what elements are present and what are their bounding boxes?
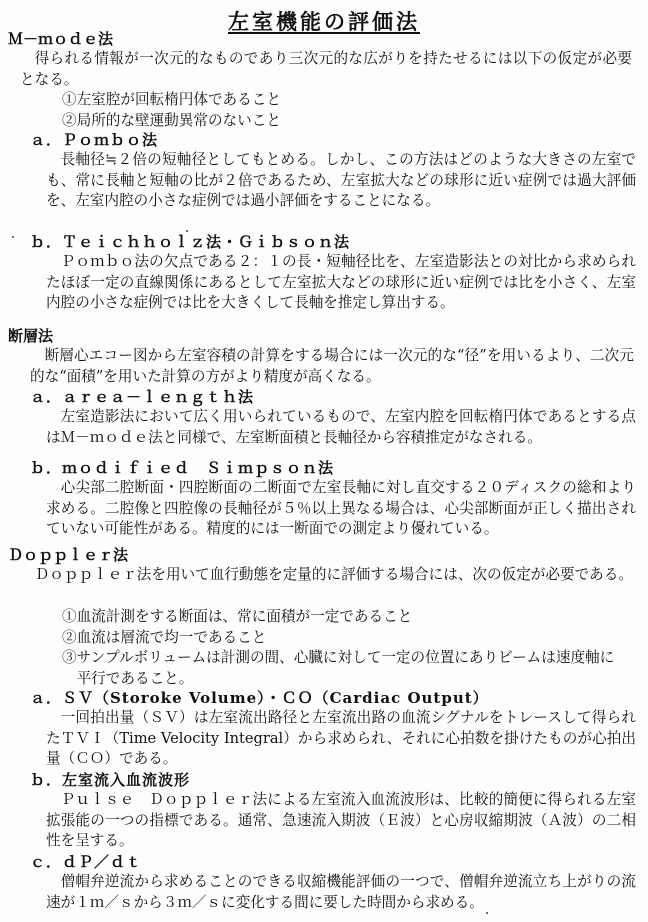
scan-speck <box>186 230 188 232</box>
text: Ｐｕｌｓｅ Ｄｏｐｐｌｅｒ法による左室流入血流波形は、比較的簡便に得られる左室拡張能の一つの指標である。通常、急速流入期波（Ｅ波）と心房収縮期波（Ａ波）の二相性を呈する。 <box>46 791 636 849</box>
text: 一回拍出量（ＳＶ）は左室流出路径と左室流出路の血流シグナルをトレースして得られたＴＶＩ（Time Velocity Integral）から求められ、それに心拍数を掛けたものが心拍出量（ＣＯ）である。 <box>46 709 636 767</box>
subsection-heading-pombo: ａ．Ｐｏｍｂｏ法 <box>30 131 159 149</box>
list-item: ①左室腔が回転楕円体であること <box>62 91 281 108</box>
text: Ｐｏｍｂｏ法の欠点である２：１の長・短軸径比を、左室造影法との対比から求められたほぼ一定の直線関係にあるとして左室拡大などの球形に近い症例では比を小さく、左室内腔の小さな症例では比を大きくして長軸を推定し算出する。 <box>46 253 636 311</box>
text: 僧帽弁逆流から求めることのできる収縮機能評価の一つで、僧帽弁逆流立ち上がりの流速が１ｍ／ｓから３ｍ／ｓに変化する間に要した時間から求める。 <box>46 873 636 911</box>
text: 断層心エコー図から左室容積の計算をする場合には一次元的な“径”を用いるより、二次元的な“面積”を用いた計算の方がより精度が高くなる。 <box>30 347 634 385</box>
section-heading-mmode: Ｍ－ｍｏｄｅ法 <box>8 30 114 48</box>
text: Ｄｏｐｐｌｅｒ法を用いて血行動態を定量的に評価する場合には、次の仮定が必要である。 <box>34 566 633 583</box>
list-item: ①血流計測をする断面は、常に面積が一定であること <box>62 608 413 625</box>
text: 長軸径≒２倍の短軸径としてもとめる。しかし、この方法はどのような大きさの左室でも、常に長軸と短軸の比が２倍であるため、左室拡大などの球形に近い症例では過大評価を、左室内腔の小さな症例では過小評価をすることになる。 <box>46 151 636 209</box>
subsection-heading-dpdt: ｃ．ｄＰ／ｄｔ <box>30 853 143 871</box>
list-doppler-assumptions <box>62 607 628 689</box>
list-item: ②血流は層流で均一であること <box>62 628 267 646</box>
paragraph-pombo <box>46 150 636 212</box>
list-item: ②局所的な壁運動異常のないこと <box>62 111 281 129</box>
paragraph-dpdt <box>46 872 636 913</box>
paragraph-mmode-intro <box>20 49 632 90</box>
paragraph-lv-inflow <box>46 790 636 852</box>
subsection-heading-area-length: ａ．ａｒｅａ－ｌｅｎｇｔｈ法 <box>30 388 255 406</box>
text: 左室造影法において広く用いられているもので、左室内腔を回転楕円体であるとする点はＭ－ｍｏｄｅ法と同様で、左室断面積と長軸径から容積推定がなされる。 <box>46 408 636 446</box>
subsection-heading-sv-co: ａ．ＳＶ（Storoke Volume）・ＣＯ（Cardiac Output） <box>30 689 489 707</box>
list-mmode-assumptions <box>62 90 622 131</box>
paragraph-simpson <box>46 478 636 540</box>
section-heading-doppler: Ｄｏｐｐｌｅｒ法 <box>8 546 129 564</box>
section-heading-tomo: 断層法 <box>8 327 54 345</box>
paragraph-doppler-intro <box>20 565 634 586</box>
text: 心尖部二腔断面・四腔断面の二断面で左室長軸に対し直交する２０ディスクの総和より求める。二腔像と四腔像の長軸径が５％以上異なる場合は、心尖部断面が正しく描出されていない可能性がある。精度的には一断面での測定より優れている。 <box>46 479 636 537</box>
paragraph-tomo-intro <box>30 346 634 387</box>
text: 得られる情報が一次元的なものであり三次元的な広がりを持たせるには以下の仮定が必要となる。 <box>20 50 632 88</box>
paragraph-teichholz <box>46 252 636 314</box>
paragraph-sv-co <box>46 708 636 770</box>
scan-speck <box>486 912 488 914</box>
subsection-heading-lv-inflow: ｂ．左室流入血流波形 <box>30 771 191 789</box>
page-title: 左室機能の評価法 <box>228 9 420 34</box>
subsection-heading-teichholz: ｂ．Ｔｅｉｃｈｈｏｌｚ法・Ｇｉｂｓｏｎ法 <box>30 233 351 251</box>
scan-speck <box>12 236 14 238</box>
paragraph-area-length <box>46 407 636 448</box>
subsection-heading-simpson: ｂ．ｍｏｄｉｆｉｅｄ Ｓｉｍｐｓｏｎ法 <box>30 459 335 477</box>
list-item: ③サンプルボリュームは計測の間、心臓に対して一定の位置にありビームは速度軸に平行であること。 <box>62 649 615 687</box>
